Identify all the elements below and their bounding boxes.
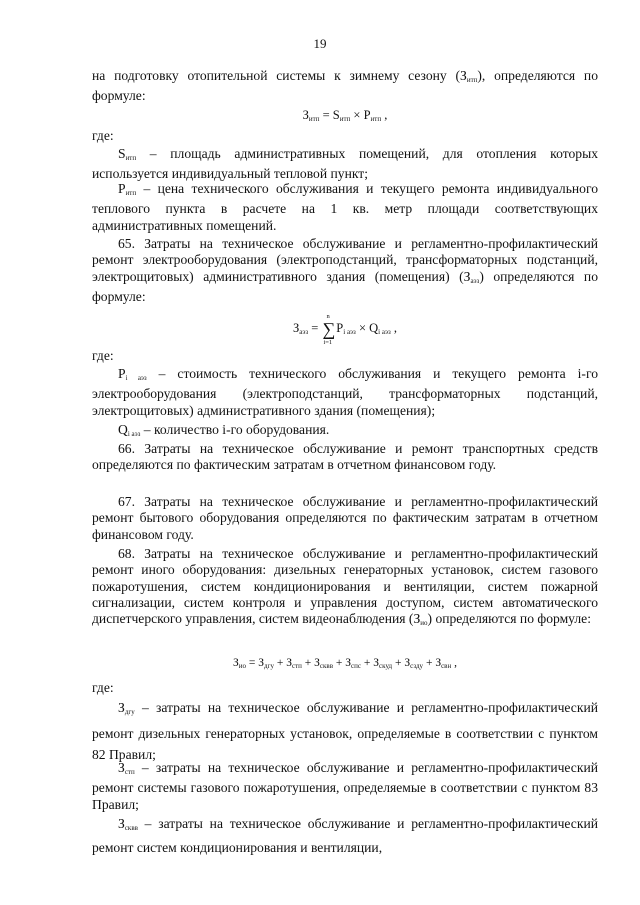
item-66: 66. Затраты на техническое обслуживание и ремонт транспортных средств определяются по фактическим затратам в отчетном финансовом году. [92,441,598,473]
item-68: 68. Затраты на техническое обслуживание и регламентно-профилактический ремонт иного оборудования: дизельных генераторных установок, систем газового пожаротушения, систем кондиционирования и вентиляции, систем пожарной сигнализации, систем контроля и управления доступом, систем автоматического диспетчерского управления, систем видеонаблюдения $(З_{ио})$ определяются по формуле: [92,546,598,628]
definition-z-gtp: $З_{стп}$ – затраты на техническое обслуживание и регламентно-профилактический ремонт системы газового пожаротушения, определяемые в соответствии с пунктом 83 Правил; [92,760,598,812]
subscript: итп [466,76,478,84]
formula-zaez: $З_{аэз}$ = ∑ n i=1 $P_{i аэз} \times Q_{i аэз}$ , [292,313,397,346]
definition-p-itp: $P_{итп}$ – цена технического обслуживания и текущего ремонта индивидуального теплового пункта в расчете на 1 кв. метр площади соответствующих административных помещений. [92,181,598,233]
formula-zitp: $З_{итп} = S_{итп} \times P_{итп}$ , [302,108,388,123]
item-65: 65. Затраты на техническое обслуживание и регламентно-профилактический ремонт электрооборудования (электроподстанций, трансформаторных подстанций, электрощитовых) административного здания (помещения) $(З_{аэз})$ определяются по формуле: [92,236,598,304]
text: на подготовку отопительной системы к зимнему сезону (З [92,68,467,83]
text: ), определяются по формуле: [92,68,598,104]
where-label-1: где: [92,128,114,143]
where-label-3: где: [92,680,114,695]
item-67: 67. Затраты на техническое обслуживание и регламентно-профилактический ремонт бытового оборудования определяются по фактическим затратам в отчетном финансовом году. [92,494,598,542]
paragraph-intro [92,68,598,105]
definition-p-i-aez: $P_{i аэз}$ – стоимость технического обслуживания и текущего ремонта i-го электрооборудования (электроподстанций, трансформаторных подстанций, электрощитовых) административного здания (помещения); [92,366,598,418]
definition-z-dgu: $З_{дгу}$ – затраты на техническое обслуживание и регламентно-профилактический ремонт дизельных генераторных установок, определяемые в соответствии с пунктом 82 Правил; [92,700,598,762]
definition-q-i-aez: $Q_{i аэз}$ – количество i-го оборудования. [118,422,330,438]
page-number: 19 [313,36,327,51]
definition-s-itp: $S_{итп}$ – площадь административных помещений, для отопления которых используется индивидуальный тепловой пункт; [92,146,598,182]
definition-z-skvv: $З_{сквв}$ – затраты на техническое обслуживание и регламентно-профилактический ремонт систем кондиционирования и вентиляции, [92,816,598,855]
where-label-2: где: [92,348,114,363]
formula-zio: $З_{ио} = З_{дгу} + З_{стп} + З_{сквв} + З_{спс} + З_{скуд} + З_{сзду} + З_{свн}$ , [232,657,457,670]
